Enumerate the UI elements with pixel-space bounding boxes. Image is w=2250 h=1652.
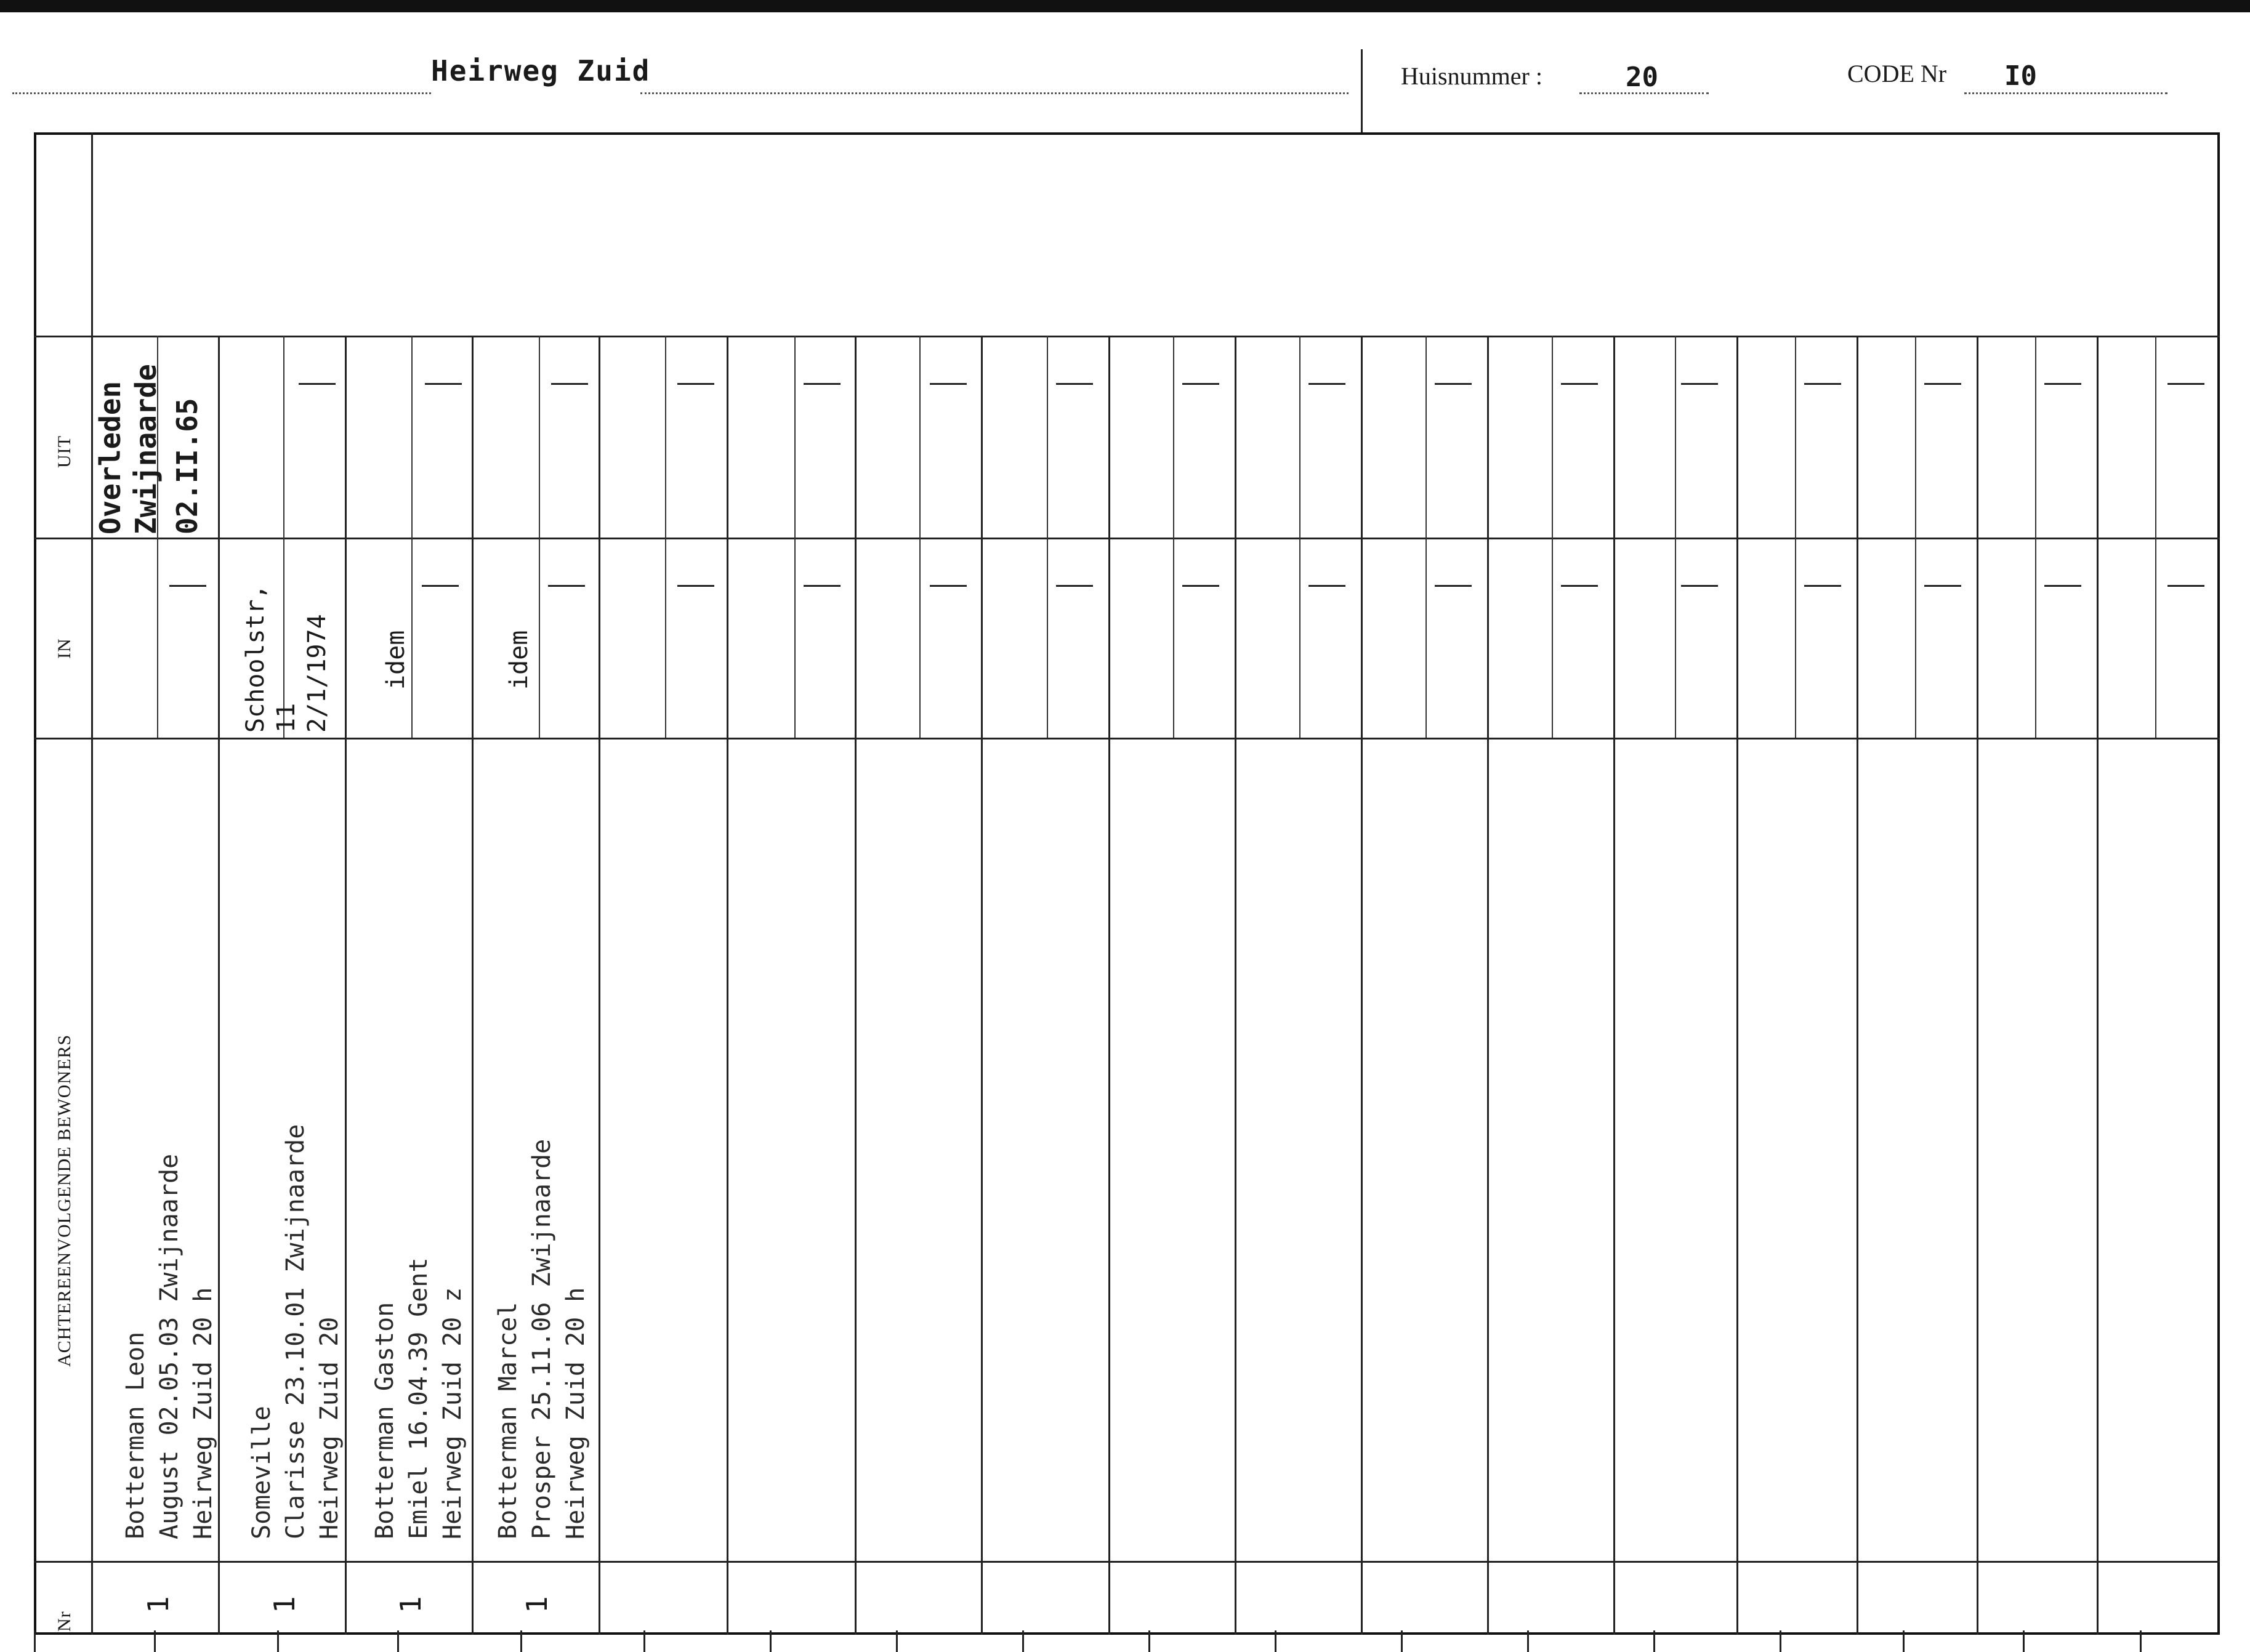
resident-address-line: Heirweg Zuid 20 h [562,1287,590,1539]
in-place: idem [505,630,533,690]
sub-column-divider [794,336,796,738]
resident-name-line: Someville [248,1406,276,1539]
section-label-in: IN [54,638,75,659]
empty-dash [930,585,967,587]
empty-dash [1056,585,1093,587]
resident-birth-line: Prosper 25.11.06 Zwijnaarde [528,1138,556,1539]
column-divider [1857,336,1858,1635]
top-edge-bar [0,0,2250,12]
resident-birth-line: Emiel 16.04.39 Gent [405,1257,433,1539]
section-label-nr: Nr [54,1611,75,1632]
in-place: Schoolstr, 11 [241,584,300,733]
empty-dash [1182,585,1219,587]
empty-dash [804,383,841,385]
empty-dash [2167,585,2204,587]
in-place: idem [382,630,410,690]
section-label-residents: ACHTEREENVOLGENDE BEWONERS [54,1034,75,1367]
edge-tick [277,1630,279,1652]
edge-tick [896,1630,898,1652]
edge-tick [1903,1630,1905,1652]
resident-nr: 1 [268,1596,301,1613]
edge-tick [1653,1630,1655,1652]
column-divider [2097,336,2099,1635]
empty-dash [169,585,206,587]
house-number-value: 20 [1626,62,1658,93]
empty-dash [1804,585,1841,587]
register-table [34,132,2220,1635]
resident-nr: 1 [394,1596,427,1613]
sub-column-divider [1173,336,1174,738]
edge-tick [1022,1630,1024,1652]
sub-column-divider [1675,336,1676,738]
row-divider-in-residents [34,738,2220,739]
label-column-divider [91,132,93,1635]
resident-birth-line: Clarisse 23.10.01 Zwijnaarde [281,1124,310,1539]
empty-dash [551,383,588,385]
column-divider [1487,336,1489,1635]
uit-place: Overleden Zwijnaarde [94,364,163,534]
edge-tick [397,1630,399,1652]
column-divider [1235,336,1236,1635]
column-divider [981,336,983,1635]
edge-tick [1275,1630,1276,1652]
resident-address-line: Heirweg Zuid 20 h [189,1287,217,1539]
empty-dash [425,383,462,385]
empty-dash [1924,585,1961,587]
empty-dash [1435,585,1472,587]
edge-tick [1148,1630,1150,1652]
column-divider [472,336,474,1635]
resident-name-line: Botterman Leon [121,1331,150,1539]
street-dotted-line-right [640,92,1349,94]
edge-tick [520,1630,522,1652]
empty-dash [1561,585,1598,587]
edge-tick [2140,1630,2142,1652]
street-name: Heirweg Zuid [431,54,651,87]
edge-tick [1780,1630,1781,1652]
column-divider [727,336,728,1635]
empty-dash [677,585,714,587]
empty-dash [1435,383,1472,385]
sub-column-divider [1795,336,1796,738]
column-divider [1108,336,1110,1635]
header-separator [1361,49,1363,132]
uit-date: 02.II.65 [171,398,204,534]
resident-birth-line: August 02.05.03 Zwijnaarde [155,1153,183,1539]
sub-column-divider [1552,336,1553,738]
column-divider [1613,336,1615,1635]
empty-dash [2044,585,2081,587]
column-divider [1977,336,1978,1635]
resident-address-line: Heirweg Zuid 20 [315,1316,344,1539]
empty-dash [1561,383,1598,385]
sub-column-divider [665,336,666,738]
column-divider [1361,336,1363,1635]
empty-dash [2167,383,2204,385]
edge-tick [1527,1630,1529,1652]
house-number-label: Huisnummer : [1401,62,1542,90]
sub-column-divider [919,336,921,738]
edge-tick [643,1630,645,1652]
resident-address-line: Heirweg Zuid 20 z [438,1287,467,1539]
empty-dash [422,585,459,587]
edge-tick [770,1630,772,1652]
empty-dash [299,383,336,385]
row-divider-residents-nr [34,1561,2220,1563]
sub-column-divider [1425,336,1427,738]
edge-tick [1401,1630,1403,1652]
empty-dash [1681,585,1718,587]
column-divider [1736,336,1738,1635]
section-label-uit: UIT [54,435,75,468]
empty-dash [804,585,841,587]
resident-name-line: Botterman Marcel [494,1302,522,1539]
sub-column-divider [539,336,540,738]
empty-dash [1308,585,1345,587]
sub-column-divider [411,336,413,738]
sub-column-divider [1299,336,1300,738]
empty-dash [930,383,967,385]
resident-nr: 1 [142,1596,175,1613]
empty-dash [1056,383,1093,385]
column-divider [599,336,600,1635]
empty-dash [1804,383,1841,385]
edge-tick [2023,1630,2025,1652]
empty-dash [1681,383,1718,385]
code-nr-label: CODE Nr [1847,60,1947,87]
empty-dash [548,585,585,587]
sub-column-divider [2155,336,2156,738]
sub-column-divider [2035,336,2036,738]
row-divider-top [34,336,2220,337]
empty-dash [2044,383,2081,385]
empty-dash [1182,383,1219,385]
code-dotted-line [1964,92,2167,94]
sub-column-divider [1915,336,1916,738]
column-divider [345,336,347,1635]
empty-dash [1924,383,1961,385]
edge-tick [154,1630,156,1652]
empty-dash [677,383,714,385]
code-nr-value: I0 [2004,60,2037,92]
resident-nr: 1 [520,1596,554,1613]
column-divider [855,336,857,1635]
street-dotted-line [12,92,431,94]
in-date: 2/1/1974 [303,614,331,733]
row-divider-uit-in [34,538,2220,539]
empty-dash [1308,383,1345,385]
edge-tick [34,1630,36,1652]
sub-column-divider [1047,336,1048,738]
resident-name-line: Botterman Gaston [371,1302,399,1539]
